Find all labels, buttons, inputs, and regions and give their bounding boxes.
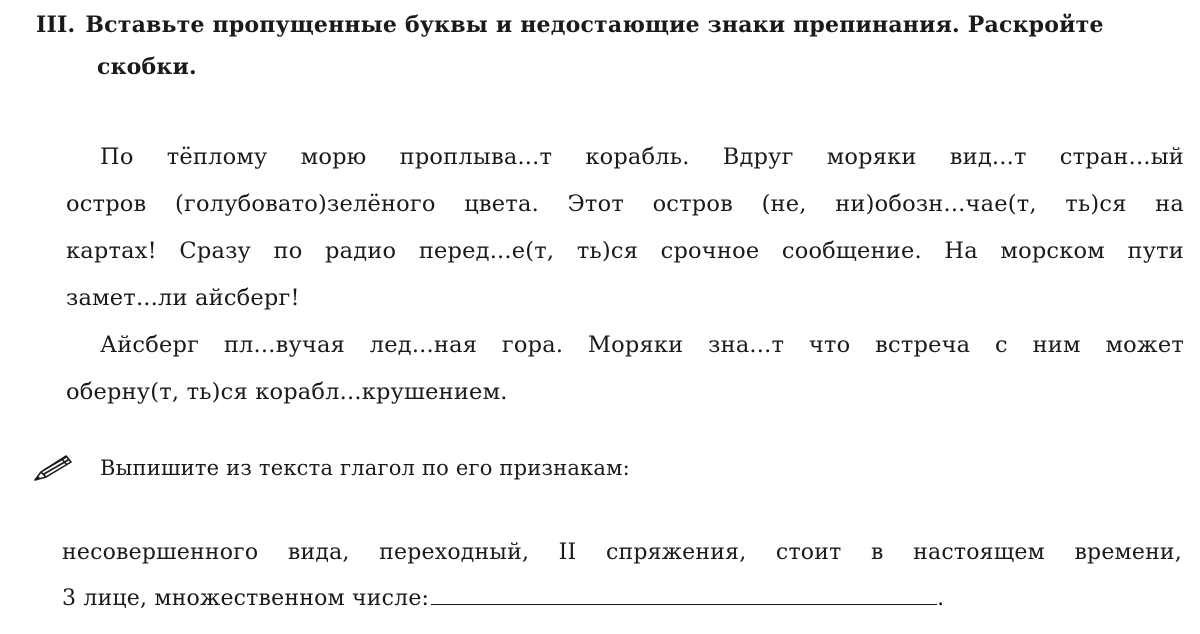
text-line: Айсберг пл...вучая лед...ная гора. Моряки зна...т что встреча с ним может xyxy=(100,332,1184,358)
pencil-icon xyxy=(32,453,74,483)
text-line: картах! Сразу по радио перед...е(т, ть)ся срочное сообщение. На морском пути xyxy=(66,238,1184,264)
text-line: По тёплому морю проплыва...т корабль. Вдруг моряки вид...т стран...ый xyxy=(100,144,1184,170)
paragraph-2 xyxy=(66,322,1184,416)
instruction-text: Выпишите из текста глагол по его признакам: xyxy=(100,456,630,480)
exercise-text xyxy=(66,134,1184,416)
answer-blank-line[interactable] xyxy=(431,580,937,605)
task-header xyxy=(36,4,1186,88)
criteria-line-1: несовершенного вида, переходный, II спряжения, стоит в настоящем времени, xyxy=(62,540,1182,565)
text-line: замет...ли айсберг! xyxy=(66,285,300,311)
task-number: III. xyxy=(36,12,76,38)
text-line: остров (голубовато)зелёного цвета. Этот остров (не, ни)обозн...чае(т, ть)ся на xyxy=(66,191,1184,217)
paragraph-1 xyxy=(66,134,1184,322)
task-title: Вставьте пропущенные буквы и недостающие знаки препинания. Раскройте xyxy=(85,12,1104,38)
text-line: оберну(т, ть)ся корабл...крушением. xyxy=(66,379,508,405)
criteria-line-2 xyxy=(62,576,1182,622)
task-title-line1 xyxy=(36,4,1186,46)
answer-block xyxy=(62,530,1182,622)
exercise-instruction-row xyxy=(32,448,630,488)
answer-period: . xyxy=(937,586,945,611)
task-title-line2: скобки. xyxy=(97,54,197,80)
criteria-text: 3 лице, множественном числе: xyxy=(62,586,430,611)
